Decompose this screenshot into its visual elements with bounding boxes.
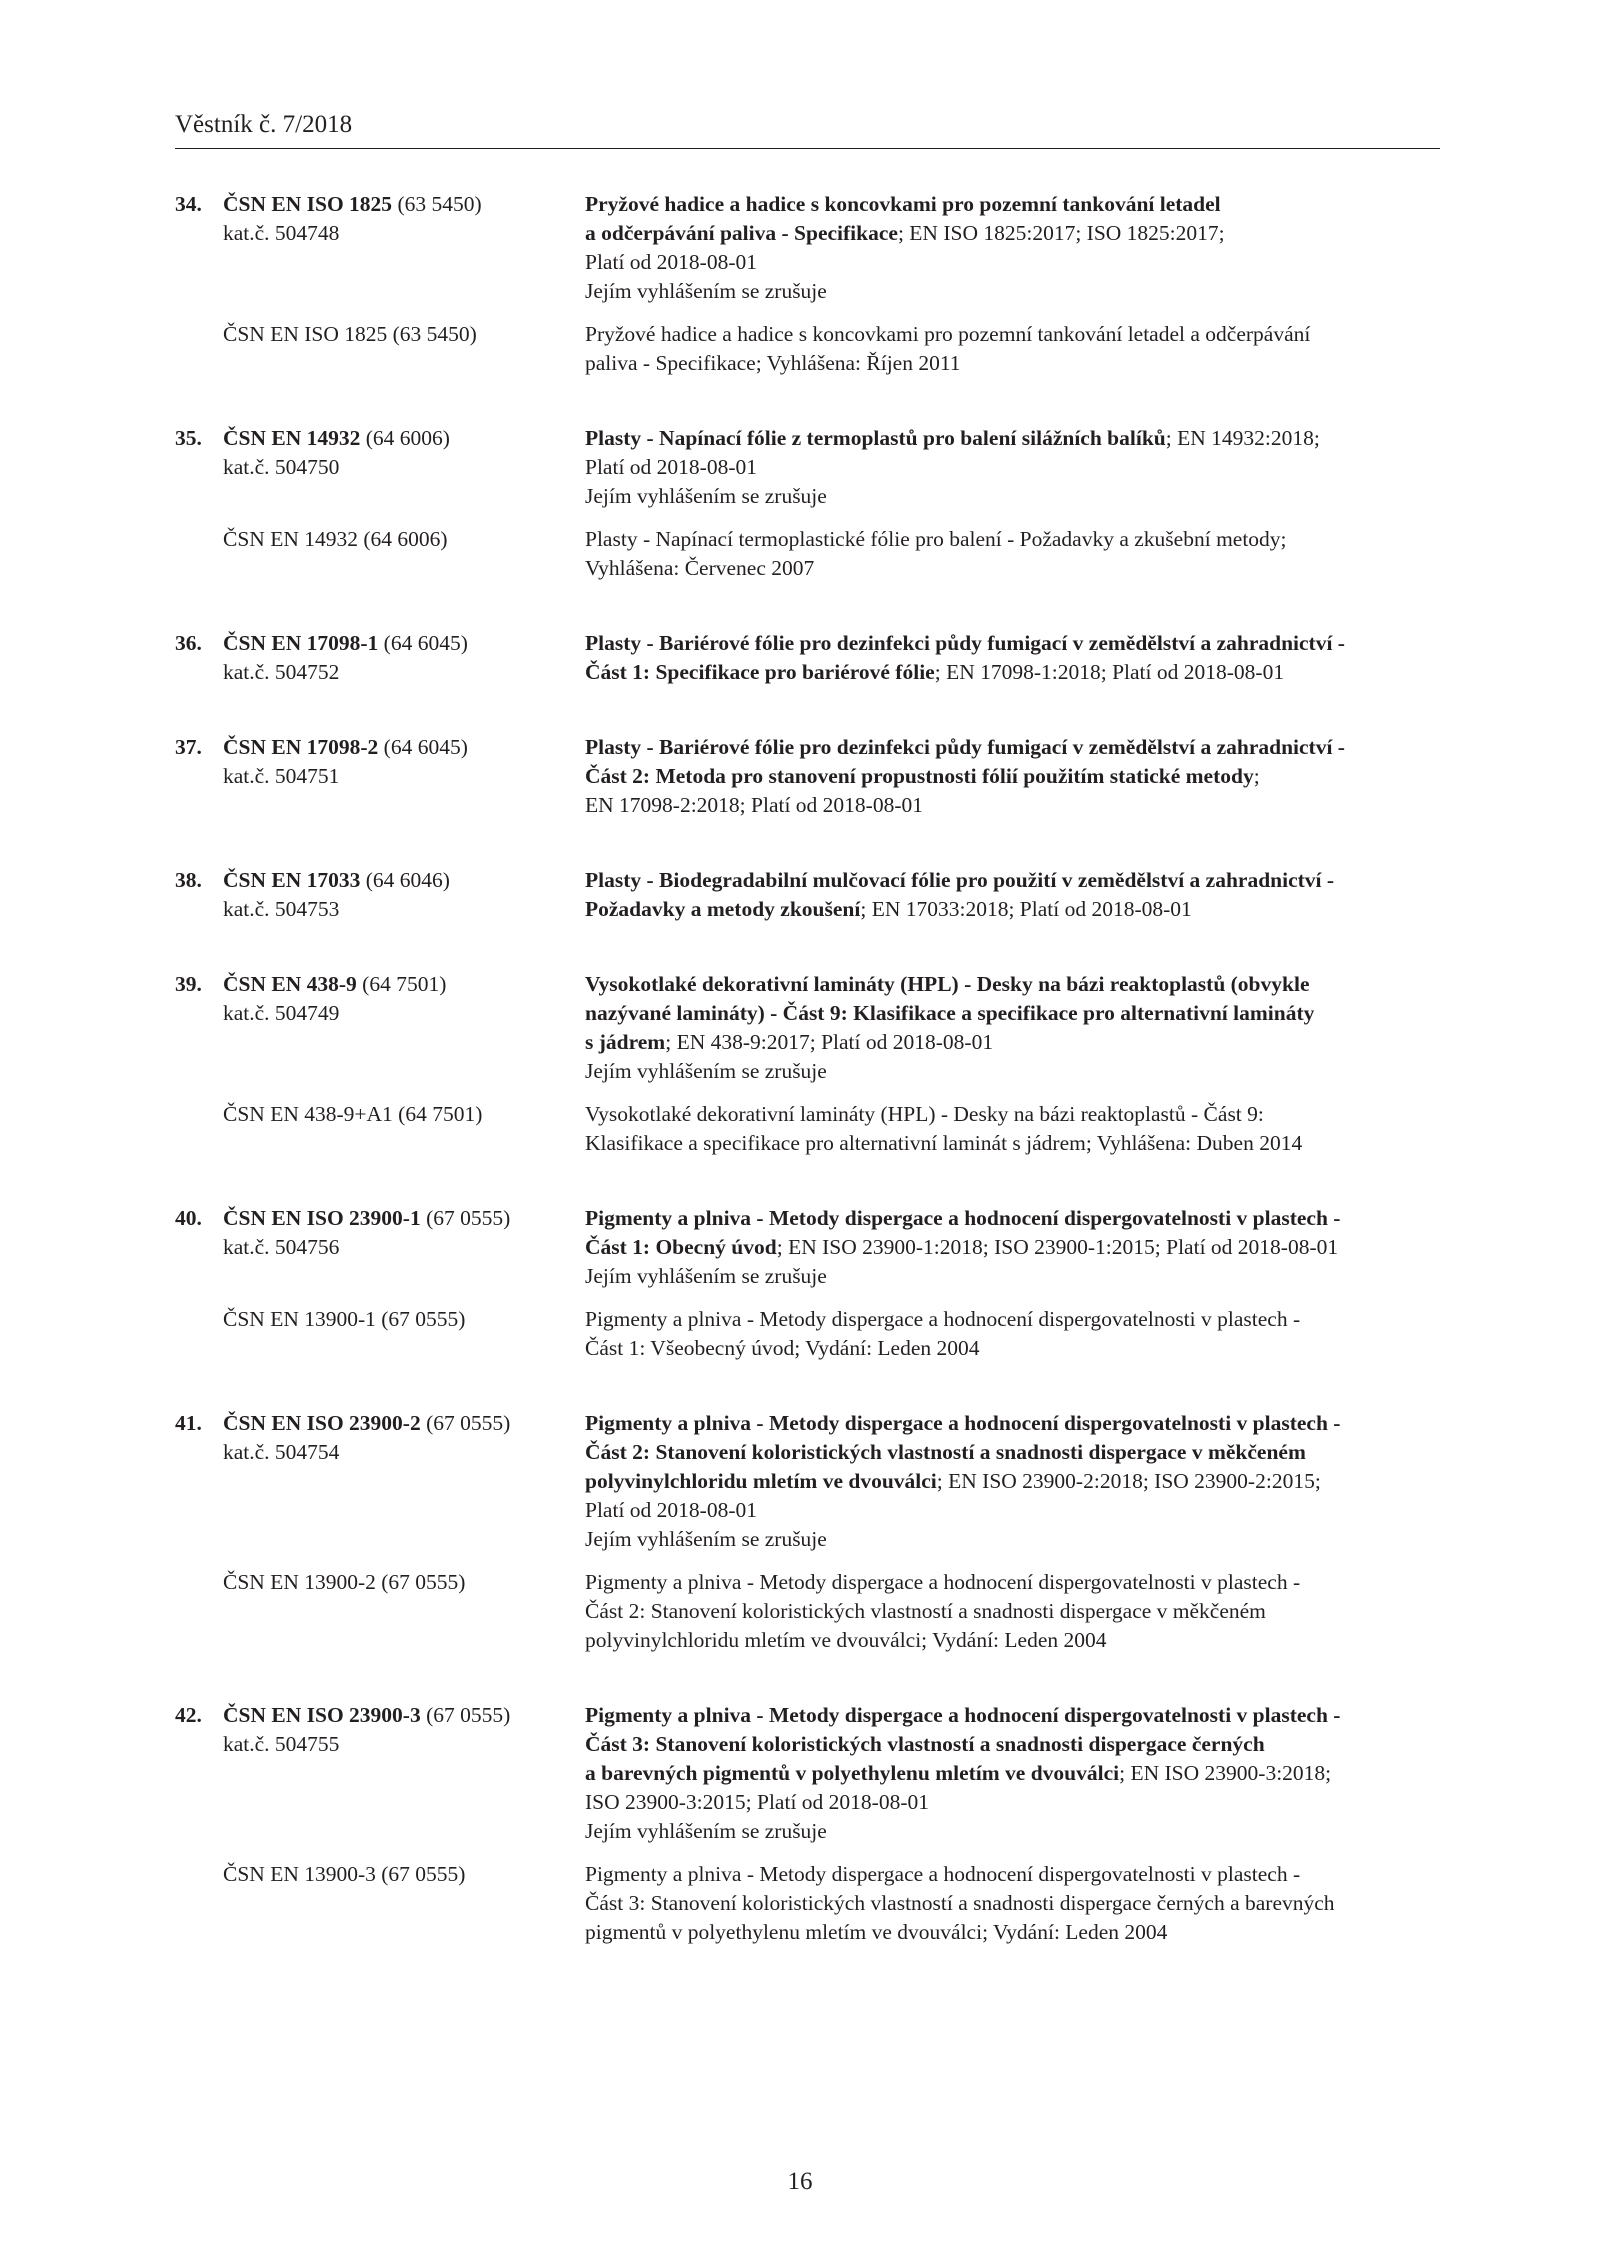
- catalog-number: kat.č. 504751: [223, 764, 340, 788]
- standards-list: [175, 190, 1440, 1993]
- standard-entry-38: [175, 866, 1440, 924]
- catalog-number: kat.č. 504749: [223, 1001, 340, 1025]
- replaced-standard-title: Pryžové hadice a hadice s koncovkami pro pozemní tankování letadel a odčerpávání paliva - Specifikace; Vyhlášena: Říjen 2011: [585, 322, 1311, 375]
- valid-from: Platí od 2018-08-01: [585, 250, 757, 274]
- standard-entry-41: [175, 1409, 1440, 1655]
- standard-title: Pigmenty a plniva - Metody dispergace a hodnocení dispergovatelnosti v plastech - Část 2: Stanovení koloristických vlastností a snadnosti dispergace v měkčeném polyvinylchloridu mletím ve dvouválci; EN ISO 23900-2:2018; ISO 23900-2:2015; Platí od 2018-08-01 Jejím vyhlášením se zrušuje: [585, 1409, 1440, 1554]
- catalog-number: kat.č. 504753: [223, 897, 340, 921]
- standard-entry-40: [175, 1204, 1440, 1363]
- bulletin-title: Věstník č. 7/2018: [175, 111, 353, 138]
- standard-id: 36. ČSN EN 17098-1 (64 6045): [175, 631, 468, 655]
- standard-title: Vysokotlaké dekorativní lamináty (HPL) - Desky na bázi reaktoplastů (obvykle nazývané lamináty) - Část 9: Klasifikace a specifikace pro alternativní lamináty s jádrem; EN 438-9:2017; Platí od 2018-08-01 Jejím vyhlášením se zrušuje: [585, 970, 1440, 1086]
- replaces-note: Jejím vyhlášením se zrušuje: [585, 1264, 827, 1288]
- standard-id: 39. ČSN EN 438-9 (64 7501): [175, 972, 447, 996]
- valid-from: Platí od 2018-08-01: [585, 455, 757, 479]
- standard-id: 38. ČSN EN 17033 (64 6046): [175, 868, 450, 892]
- catalog-number: kat.č. 504755: [223, 1732, 340, 1756]
- standard-id: 34. ČSN EN ISO 1825 (63 5450): [175, 192, 482, 216]
- standard-entry-39: [175, 970, 1440, 1158]
- replaced-standard-id: ČSN EN 13900-2 (67 0555): [223, 1570, 466, 1594]
- catalog-number: kat.č. 504748: [223, 221, 340, 245]
- replaced-standard-title: Pigmenty a plniva - Metody dispergace a hodnocení dispergovatelnosti v plastech - Část 2: Stanovení koloristických vlastností a snadnosti dispergace v měkčeném polyvinylchloridu mletím ve dvouválci; Vydání: Leden 2004: [585, 1570, 1301, 1652]
- standard-title: Plasty - Bariérové fólie pro dezinfekci půdy fumigací v zemědělství a zahradnictví - Část 1: Specifikace pro bariérové fólie; EN 17098-1:2018; Platí od 2018-08-01: [585, 631, 1345, 684]
- standard-entry-34: [175, 190, 1440, 378]
- standard-title: Plasty - Bariérové fólie pro dezinfekci půdy fumigací v zemědělství a zahradnictví - Část 2: Metoda pro stanovení propustnosti fólií použitím statické metody; EN 17098-2:2018; Platí od 2018-08-01: [585, 735, 1345, 817]
- page-number: 16: [787, 2168, 813, 2195]
- standard-entry-35: [175, 424, 1440, 583]
- page-header: [175, 110, 1440, 149]
- catalog-number: kat.č. 504752: [223, 660, 340, 684]
- replaces-note: Jejím vyhlášením se zrušuje: [585, 1527, 827, 1551]
- replaces-note: Jejím vyhlášením se zrušuje: [585, 1059, 827, 1083]
- standard-id: 42. ČSN EN ISO 23900-3 (67 0555): [175, 1703, 511, 1727]
- standard-id: 40. ČSN EN ISO 23900-1 (67 0555): [175, 1206, 511, 1230]
- replaces-note: Jejím vyhlášením se zrušuje: [585, 279, 827, 303]
- replaced-standard-title: Pigmenty a plniva - Metody dispergace a hodnocení dispergovatelnosti v plastech - Část 3: Stanovení koloristických vlastností a snadnosti dispergace černých a barevných pigmentů v polyethylenu mletím ve dvouválci; Vydání: Leden 2004: [585, 1862, 1335, 1944]
- catalog-number: kat.č. 504750: [223, 455, 340, 479]
- replaced-standard-id: ČSN EN ISO 1825 (63 5450): [223, 322, 477, 346]
- replaced-standard-title: Pigmenty a plniva - Metody dispergace a hodnocení dispergovatelnosti v plastech - Část 1: Všeobecný úvod; Vydání: Leden 2004: [585, 1307, 1301, 1360]
- standard-title: Pigmenty a plniva - Metody dispergace a hodnocení dispergovatelnosti v plastech - Část 3: Stanovení koloristických vlastností a snadnosti dispergace černých a barevných pigmentů v polyethylenu mletím ve dvouválci; EN ISO 23900-3:2018; ISO 23900-3:2015; Platí od 2018-08-01 Jejím vyhlášením se zrušuje: [585, 1701, 1440, 1846]
- standard-title: Plasty - Biodegradabilní mulčovací fólie pro použití v zemědělství a zahradnictví - Požadavky a metody zkoušení; EN 17033:2018; Platí od 2018-08-01: [585, 868, 1335, 921]
- replaced-standard-id: ČSN EN 13900-3 (67 0555): [223, 1862, 466, 1886]
- replaced-standard-id: ČSN EN 438-9+A1 (64 7501): [223, 1102, 483, 1126]
- replaced-standard-id: ČSN EN 14932 (64 6006): [223, 527, 448, 551]
- replaces-note: Jejím vyhlášením se zrušuje: [585, 484, 827, 508]
- standard-entry-42: [175, 1701, 1440, 1947]
- standard-title: Plasty - Napínací fólie z termoplastů pro balení silážních balíků; EN 14932:2018; Platí od 2018-08-01 Jejím vyhlášením se zrušuje: [585, 424, 1440, 511]
- standard-id: 35. ČSN EN 14932 (64 6006): [175, 426, 450, 450]
- standard-title: Pigmenty a plniva - Metody dispergace a hodnocení dispergovatelnosti v plastech - Část 1: Obecný úvod; EN ISO 23900-1:2018; ISO 23900-1:2015; Platí od 2018-08-01 Jejím vyhlášením se zrušuje: [585, 1204, 1440, 1291]
- replaced-standard-title: Plasty - Napínací termoplastické fólie pro balení - Požadavky a zkušební metody; Vyhlášena: Červenec 2007: [585, 527, 1287, 580]
- standard-entry-36: [175, 629, 1440, 687]
- standard-id: 41. ČSN EN ISO 23900-2 (67 0555): [175, 1411, 511, 1435]
- standard-title: Pryžové hadice a hadice s koncovkami pro pozemní tankování letadel a odčerpávání paliva - Specifikace; EN ISO 1825:2017; ISO 1825:2017; Platí od 2018-08-01 Jejím vyhlášením se zrušuje: [585, 190, 1440, 306]
- replaces-note: Jejím vyhlášením se zrušuje: [585, 1819, 827, 1843]
- standard-entry-37: [175, 733, 1440, 820]
- catalog-number: kat.č. 504754: [223, 1440, 340, 1464]
- standard-id: 37. ČSN EN 17098-2 (64 6045): [175, 735, 468, 759]
- valid-from: Platí od 2018-08-01: [585, 1498, 757, 1522]
- replaced-standard-id: ČSN EN 13900-1 (67 0555): [223, 1307, 466, 1331]
- replaced-standard-title: Vysokotlaké dekorativní lamináty (HPL) - Desky na bázi reaktoplastů - Část 9: Klasifikace a specifikace pro alternativní laminát s jádrem; Vyhlášena: Duben 2014: [585, 1102, 1303, 1155]
- catalog-number: kat.č. 504756: [223, 1235, 340, 1259]
